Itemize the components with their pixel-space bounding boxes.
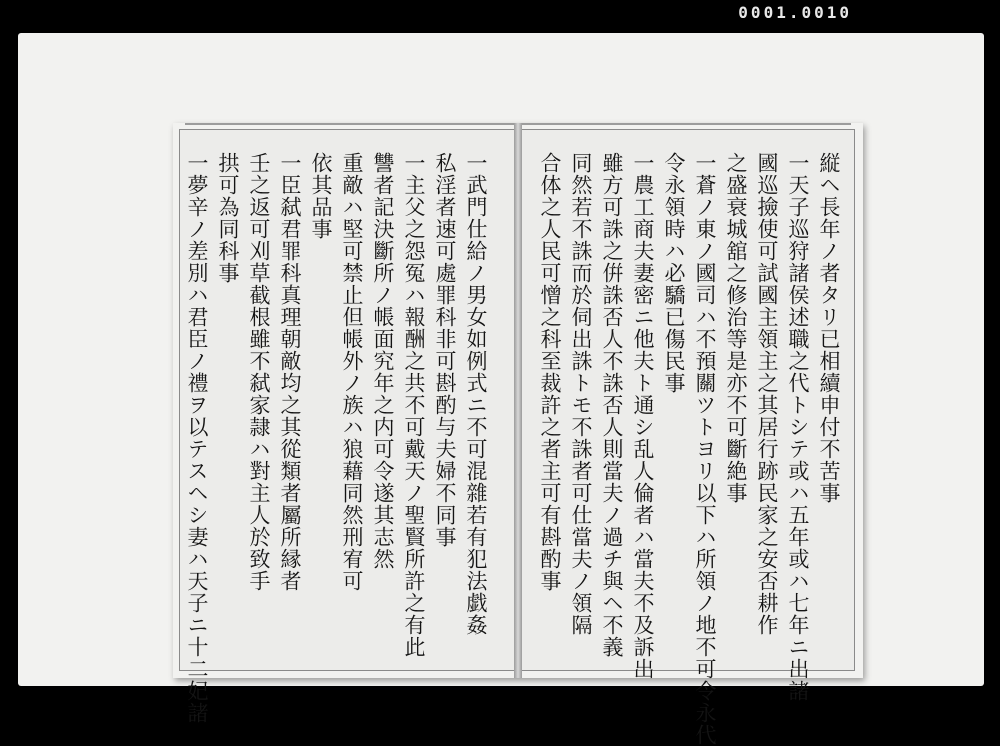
left-page-column-10: 一夢辛ノ差別ハ君臣ノ禮ヲ以テスヘシ妻ハ天子ニ十二妃諸 — [185, 152, 209, 724]
frame-number: 0001.0010 — [738, 3, 852, 22]
left-page-column-6: 依其品事 — [309, 152, 333, 240]
left-page-column-1: 一武門仕給ノ男女如例式ニ不可混雜若有犯法戯姦 — [464, 152, 488, 636]
book-spine — [514, 123, 522, 678]
right-page — [522, 129, 855, 746]
left-page-column-7: 一臣弑君罪科真理朝敵均之其從類者屬所縁者 — [278, 152, 302, 592]
left-page-column-4: 讐者記決斷所ノ帳面究年之内可令遂其志然 — [371, 152, 395, 570]
left-page-column-9: 拱可為同科事 — [216, 152, 240, 284]
right-page-column-1: 縦ヘ長年ノ者タリ已相續申付不苦事 — [817, 152, 841, 504]
right-page-column-10: 合体之人民可憎之科至裁許之者主可有斟酌事 — [538, 152, 562, 592]
left-page-column-5: 重敵ハ堅可禁止但帳外ノ族ハ狼藉同然刑宥可 — [340, 152, 364, 592]
right-page-column-6: 令永領時ハ必驕已傷民事 — [662, 152, 686, 394]
left-page-column-3: 一主父之怨冤ハ報酬之共不可戴天ノ聖賢所許之有此 — [402, 152, 426, 658]
right-page-column-4: 之盛衰城舘之修治等是亦不可斷絶事 — [724, 152, 748, 504]
mount-background — [18, 33, 984, 746]
left-page-column-8: 壬之返可刈草截根雖不弑家隷ハ對主人於致手 — [247, 152, 271, 592]
right-page-column-9: 同然若不誅而於伺出誅トモ不誅者可仕當夫ノ領隔 — [569, 152, 593, 636]
right-page-column-7: 一農工商夫妻密ニ他夫ト通シ乱人倫者ハ當夫不及訴出 — [631, 152, 655, 680]
right-page-column-5: 一蒼ノ東ノ國司ハ不預關ツトヨリ以下ハ所領ノ地不可令永代 — [693, 152, 717, 746]
left-page-column-2: 私淫者速可處罪科非可斟酌与夫婦不同事 — [433, 152, 457, 548]
right-page-column-3: 國巡撿使可試國主領主之其居行跡民家之安否耕作 — [755, 152, 779, 636]
right-page-column-2: 一天子巡狩諸侯述職之代トシテ或ハ五年或ハ七年ニ出諸 — [786, 152, 810, 702]
left-page — [179, 129, 515, 724]
right-page-column-8: 雖方可誅之倂誅否人不誅否人則當夫ノ過チ與ヘ不義 — [600, 152, 624, 658]
open-book — [173, 123, 863, 746]
